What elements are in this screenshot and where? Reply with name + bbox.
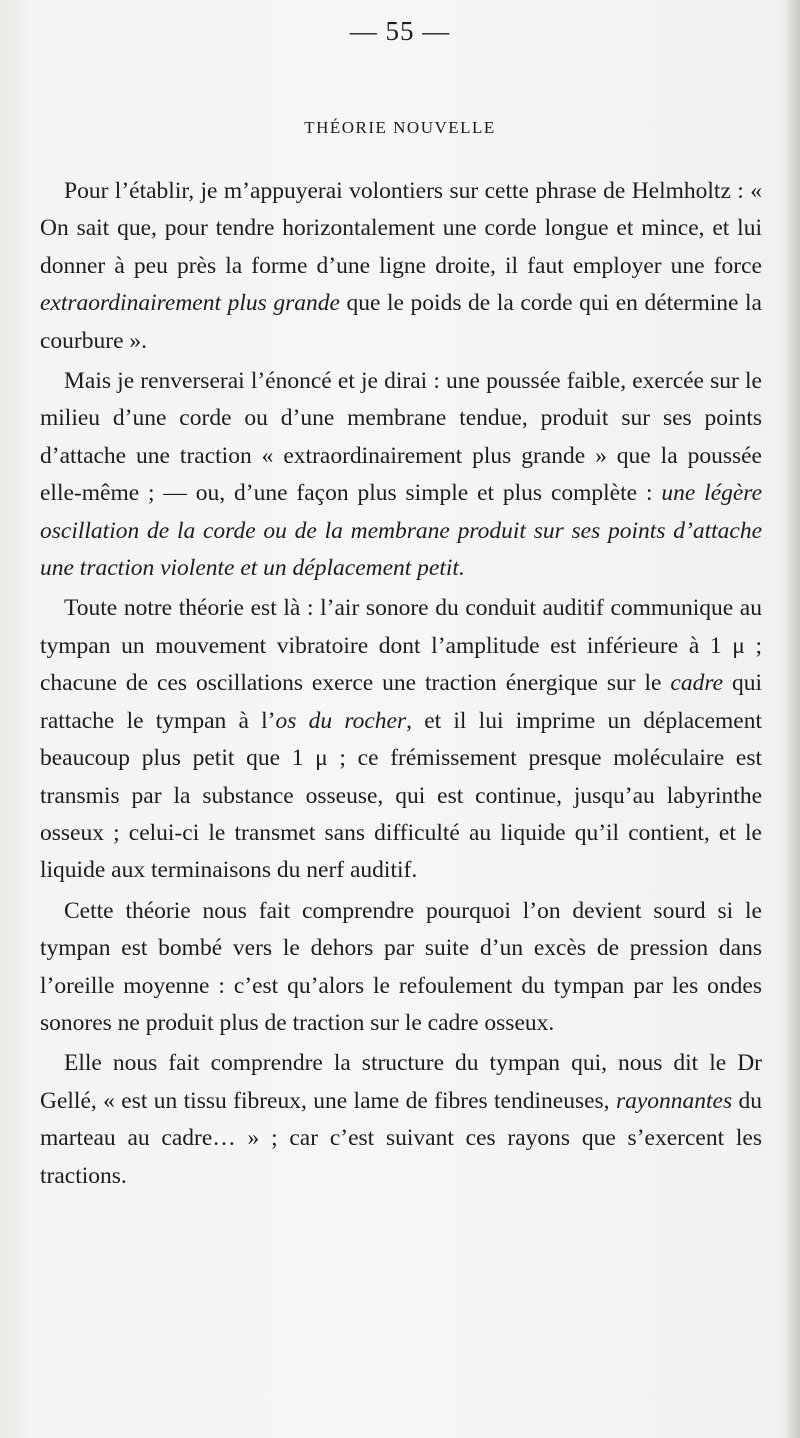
italic-segment: rayonnantes xyxy=(615,1087,733,1114)
text-segment: qui rattache le tympan à l’ xyxy=(40,670,763,734)
text-segment: Cette théorie nous fait comprendre pourquoi l’on devient sourd si le tympan est bombé vers le dehors par suite d’un excès de pression dans l’oreille moyenne : c’est qu’alors le refoulement du tympan par les ondes sonores ne produit plus de traction sur le cadre osseux. xyxy=(40,897,762,1036)
italic-segment: une légère oscillation de la corde ou de la membrane produit sur ses points d’attache une traction violente et un déplacement petit. xyxy=(40,480,763,582)
italic-segment: os du rocher xyxy=(275,707,407,734)
text-segment: du marteau au cadre… » ; car c’est suivant ces rayons que s’exercent les tractions. xyxy=(40,1087,763,1189)
paragraph-2 xyxy=(40,363,762,587)
paragraph-1 xyxy=(40,173,762,360)
text-segment: Pour l’établir, je m’appuyerai volontiers sur cette phrase de Helmholtz : « On sait que, pour tendre horizontalement une corde longue et mince, et lui donner à peu près la forme d’une ligne droite, il faut employer une force xyxy=(40,178,762,279)
italic-segment: cadre xyxy=(670,670,724,697)
paragraph-5 xyxy=(40,1045,762,1195)
text-segment: que le poids de la corde qui en détermine la courbure ». xyxy=(40,290,762,354)
paragraph-3 xyxy=(40,590,762,889)
text-segment: Toute notre théorie est là : l’air sonore du conduit auditif communique au tympan un mouvement vibratoire dont l’amplitude est inférieure à 1 μ ; chacune de ces oscillations exerce une traction énergique sur le xyxy=(40,595,762,697)
paragraph-4 xyxy=(40,893,762,1043)
italic-segment: extraordinairement plus grande xyxy=(40,290,340,317)
page-edge-shadow xyxy=(786,0,800,1438)
text-segment: , et il lui imprime un déplacement beaucoup plus petit que 1 μ ; ce frémissement presque moléculaire est transmis par la substance osseuse, qui est continue, jusqu’au labyrinthe osseux ; celui-ci le transmet sans difficulté au liquide qu’il contient, et le liquide aux terminaisons du nerf auditif. xyxy=(40,707,762,884)
body-text xyxy=(40,173,762,1198)
page-number: — 55 — xyxy=(349,16,451,46)
text-segment: Elle nous fait comprendre la structure du tympan qui, nous dit le Dr Gellé, « est un tissu fibreux, une lame de fibres tendineuses, xyxy=(40,1050,762,1114)
text-segment: Mais je renverserai l’énoncé et je dirai : une poussée faible, exercée sur le milieu d’une corde ou d’une membrane tendue, produit sur ses points d’attache une traction « extraordinairement plus grande » que la poussée elle-même ; — ou, d’une façon plus simple et plus complète : xyxy=(40,368,762,507)
running-head: THÉORIE NOUVELLE xyxy=(304,118,496,137)
